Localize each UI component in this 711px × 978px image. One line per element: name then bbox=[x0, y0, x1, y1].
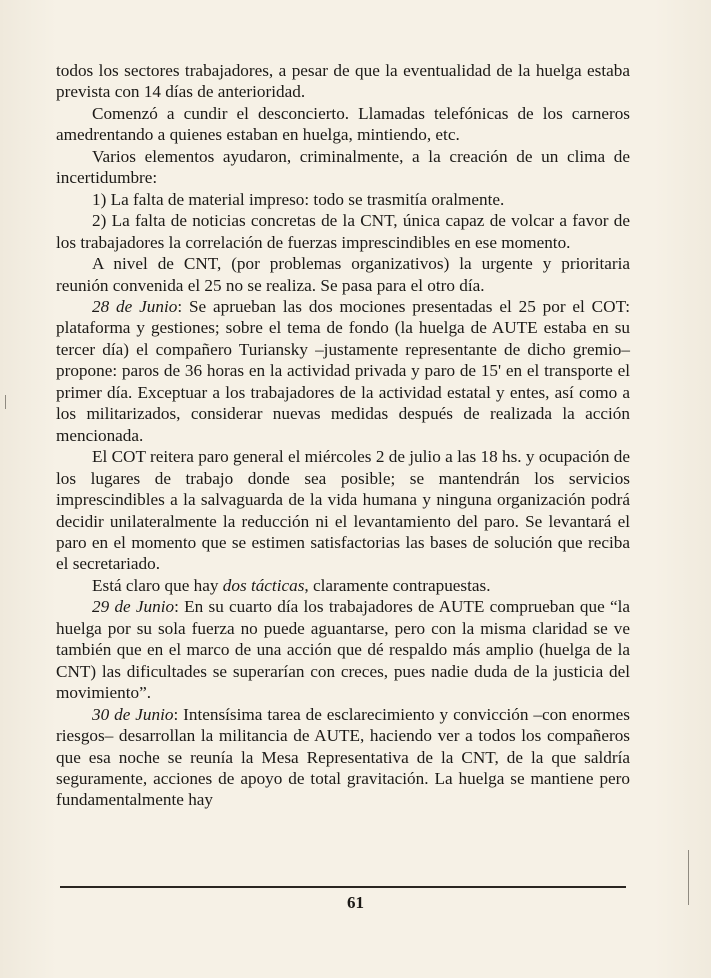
paragraph bbox=[56, 575, 630, 596]
left-margin-mark bbox=[5, 395, 6, 409]
list-item: 1) La falta de material impreso: todo se trasmitía oralmente. bbox=[92, 189, 505, 209]
date-heading: 29 de Junio bbox=[92, 597, 175, 617]
list-item: 2) La falta de noticias concretas de la CNT, única capaz de volcar a favor de los trabajadores la correlación de fuerzas imprescindibles en ese momento. bbox=[56, 211, 630, 252]
paragraph-body: : Se aprueban las dos mociones presentadas el 25 por el COT: plataforma y gestiones; sobre el tema de fondo (la huelga de AUTE estaba en su tercer día) el compañero Turiansky –justamente representante de dicho gremio– propone: paros de 36 horas en la actividad privada y paro de 15' en el transporte el primer día. Exceptuar a los trabajadores de la actividad estatal y entes, así como a los militarizados, considerar nuevas medidas después de realizada la acción mencionada. bbox=[56, 296, 630, 445]
paragraph: A nivel de CNT, (por problemas organizativos) la urgente y prioritaria reunión convenida el 25 no se realiza. Se pasa para el otro día. bbox=[56, 254, 630, 295]
paragraph-body: Está claro que hay bbox=[92, 575, 223, 595]
paragraph: Varios elementos ayudaron, criminalmente, a la creación de un clima de incertidumbre: bbox=[56, 146, 630, 188]
paragraph-body: : Intensísima tarea de esclarecimiento y convicción –con enormes riesgos– desarrollan la militancia de AUTE, haciendo ver a todos los compañeros que esa noche se reunía la Mesa Representativa de la CNT, de la que saldría seguramente, acciones de apoyo de total gravitación. La huelga se mantiene pero fundamentalmente hay bbox=[56, 704, 630, 810]
emphasis: dos tácticas bbox=[222, 575, 305, 595]
date-heading: 30 de Junio bbox=[92, 704, 174, 724]
footer-rule bbox=[60, 886, 626, 888]
paragraph: Comenzó a cundir el desconcierto. Llamadas telefónicas de los carneros amedrentando a quienes estaban en huelga, mintiendo, etc. bbox=[56, 103, 630, 145]
paragraph bbox=[56, 296, 630, 446]
date-heading: 28 de Junio bbox=[92, 296, 178, 316]
paragraph: todos los sectores trabajadores, a pesar de que la eventualidad de la huelga estaba prevista con 14 días de anterioridad. bbox=[56, 61, 630, 102]
paragraph bbox=[56, 596, 630, 703]
paragraph bbox=[56, 704, 630, 811]
page-number: 61 bbox=[347, 893, 364, 912]
paragraph-body: , claramente contrapuestas. bbox=[304, 575, 491, 595]
paragraph: El COT reitera paro general el miércoles 2 de julio a las 18 hs. y ocupación de los lugares de trabajo donde sea posible; se mantendrán los servicios imprescindibles a la salvaguarda de la vida humana y ninguna organización podrá decidir unilateralmente la reducción ni el levantamiento del paro. Se levantará el paro en el momento que se estimen satisfactorias las bases de solución que reciba el secretariado. bbox=[56, 447, 630, 574]
body-text bbox=[56, 60, 630, 811]
paragraph-body: : En su cuarto día los trabajadores de AUTE comprueban que “la huelga por su sola fuerza no puede aguantarse, pero con la misma claridad se ve también que en el marco de una acción que dé respaldo más amplio (huelga de la CNT) las dificultades se superarían con creces, pues nadie duda de la justicia del movimiento”. bbox=[56, 597, 630, 703]
